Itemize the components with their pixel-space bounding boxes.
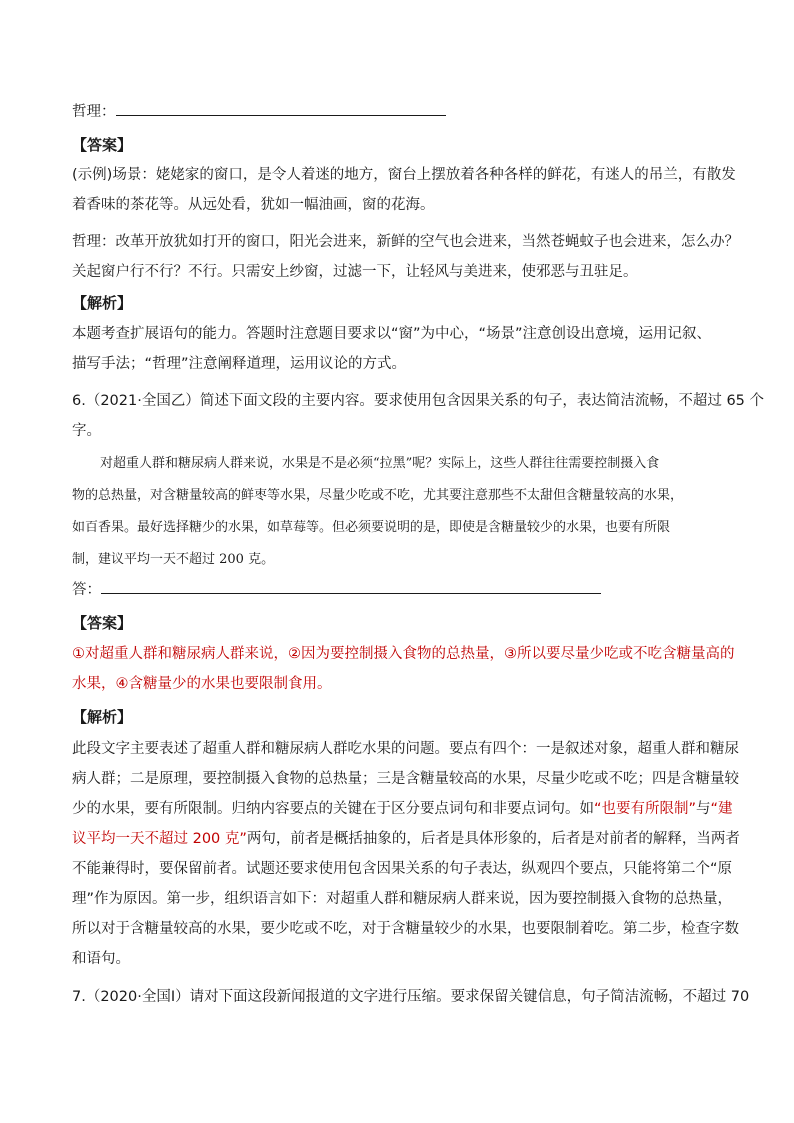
answer-text: 关起窗户行不行？不行。只需安上纱窗，过滤一下，让轻风与美进来，使邪恶与丑驻足。 <box>72 264 638 280</box>
answer-text: 哲理：改革开放犹如打开的窗口，阳光会进来，新鲜的空气也会进来，当然苍蝇蚊子也会进来，怎么办？ <box>72 234 739 250</box>
question-6-prompt: 字。 <box>72 423 101 439</box>
analysis-text: 病人群；二是原理，要控制摄入食物的总热量；三是含糖量较高的水果，尽量少吃或不吃；四是含糖量较 <box>72 771 739 787</box>
analysis-text <box>72 799 733 819</box>
passage-text: 如百香果。最好选择糖少的水果，如草莓等。但必须要说明的是，即使是含糖量较少的水果，也要有所限 <box>72 520 671 535</box>
zheli-answer-line <box>72 102 722 122</box>
analysis-text: 描写手法；“哲理”注意阐释道理，运用议论的方式。 <box>72 356 407 372</box>
answer-text-red: ①对超重人群和糖尿病人群来说，②因为要控制摄入食物的总热量，③所以要尽量少吃或不吃含糖量高的 <box>72 646 735 662</box>
da-label: 答： <box>72 582 101 598</box>
quote-red: “也要有所限制” <box>594 801 697 817</box>
analysis-heading: 【解析】 <box>72 708 133 726</box>
passage-text: 物的总热量，对含糖量较高的鲜枣等水果，尽量少吃或不吃，尤其要注意那些不太甜但含糖量较高的水果， <box>72 488 684 503</box>
analysis-text: 此段文字主要表述了超重人群和糖尿病人群吃水果的问题。要点有四个：一是叙述对象，超重人群和糖尿 <box>72 741 739 757</box>
passage-text: 制，建议平均一天不超过 200 克。 <box>72 552 275 567</box>
passage-text: 对超重人群和糖尿病人群来说，水果是不是必须“拉黑”呢？实际上，这些人群往往需要控制摄入食 <box>100 456 660 471</box>
answer-text: 着香味的茶花等。从远处看，犹如一幅油画，窗的花海。 <box>72 197 435 213</box>
analysis-text: 所以对于含糖量较高的水果，要少吃或不吃，对于含糖量较少的水果，也要限制着吃。第二步，检查字数 <box>72 921 739 937</box>
analysis-text: 不能兼得时，要保留前者。试题还要求使用包含因果关系的句子表达，纵观四个要点，只能将第二个“原 <box>72 861 733 877</box>
question-6-prompt: 6.（2021·全国乙）简述下面文段的主要内容。要求使用包含因果关系的句子，表达简洁流畅，不超过 65 个 <box>72 393 765 409</box>
analysis-text-segment: 少的水果，要有所限制。归纳内容要点的关键在于区分要点词句和非要点词句。如 <box>72 801 594 817</box>
da-answer-line <box>72 580 722 600</box>
analysis-text-segment: 两句，前者是概括抽象的，后者是具体形象的，后者是对前者的解释，当两者 <box>246 831 740 847</box>
analysis-text: 本题考查扩展语句的能力。答题时注意题目要求以“窗”为中心，“场景”注意创设出意境，运用记叙、 <box>72 326 712 342</box>
answer-heading: 【答案】 <box>72 136 133 154</box>
answer-text-red: 水果，④含糖量少的水果也要限制食用。 <box>72 676 332 692</box>
analysis-heading: 【解析】 <box>72 294 133 312</box>
analysis-text: 理”作为原因。第一步，组织语言如下：对超重人群和糖尿病人群来说，因为要控制摄入食物的总热量， <box>72 891 733 907</box>
zheli-label: 哲理： <box>72 104 116 120</box>
answer-text: (示例)场景：姥姥家的窗口，是令人着迷的地方，窗台上摆放着各种各样的鲜花，有迷人的吊兰，有散发 <box>72 167 736 183</box>
quote-red: “建 <box>710 801 733 817</box>
analysis-text: 和语句。 <box>72 951 130 967</box>
question-7-prompt: 7.（2020·全国Ⅰ）请对下面这段新闻报道的文字进行压缩。要求保留关键信息，句子简洁流畅，不超过 70 <box>72 989 750 1005</box>
da-blank[interactable] <box>101 581 601 594</box>
analysis-text <box>72 829 740 849</box>
zheli-blank[interactable] <box>116 103 446 116</box>
analysis-text-segment: 与 <box>696 801 711 817</box>
quote-red: 议平均一天不超过 200 克” <box>72 831 247 847</box>
answer-heading: 【答案】 <box>72 614 133 632</box>
